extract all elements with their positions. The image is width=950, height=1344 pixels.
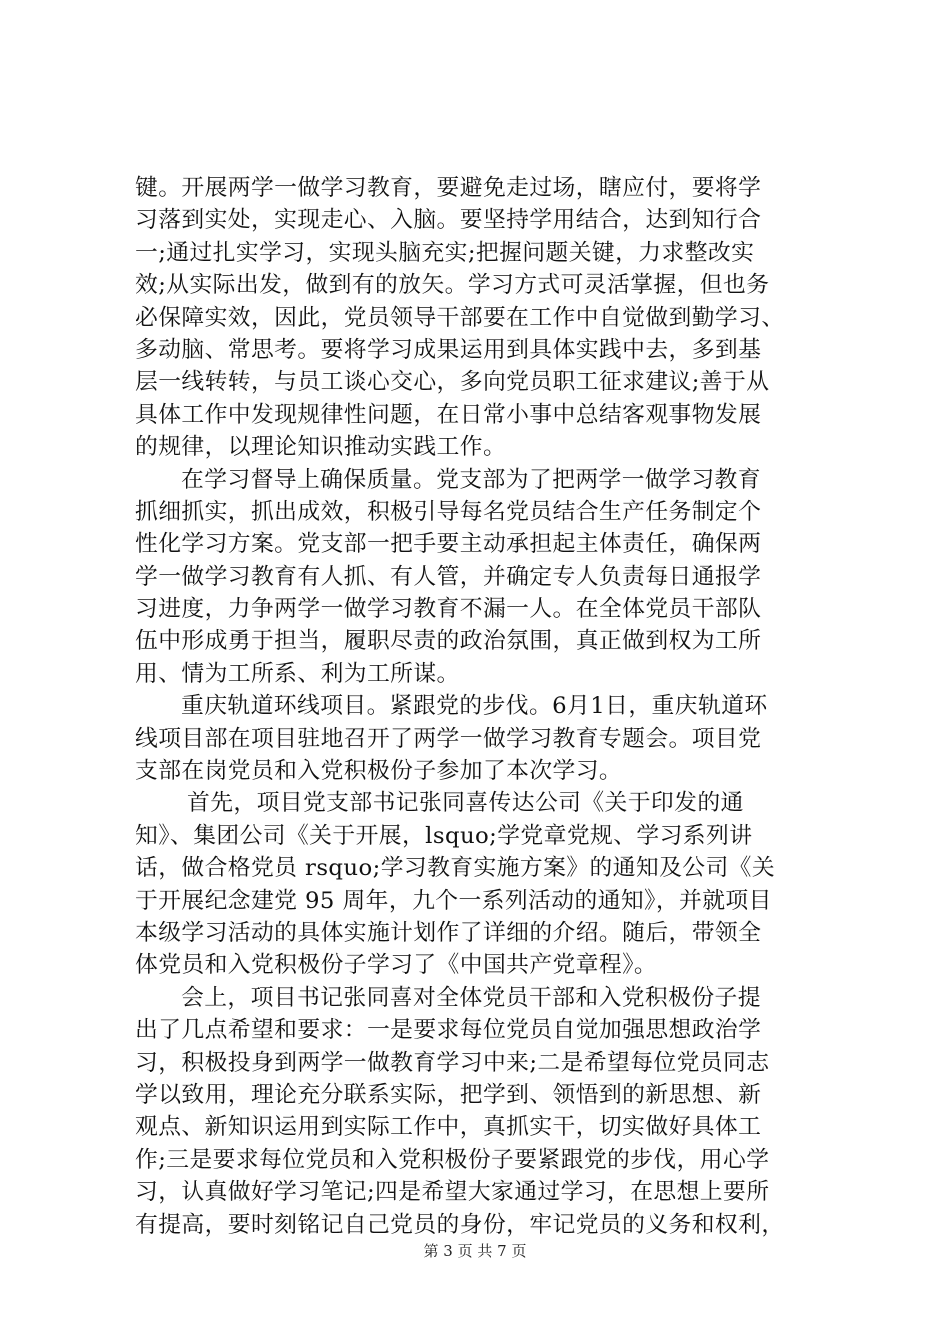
text-line: 线项目部在项目驻地召开了两学一做学习教育专题会。项目党 — [135, 725, 762, 752]
text-line: 会上，项目书记张同喜对全体党员干部和入党积极份子提 — [181, 984, 761, 1011]
text-line: 话，做合格党员 rsquo;学习教育实施方案》的通知及公司《关 — [135, 855, 776, 882]
text-line: 一;通过扎实学习，实现头脑充实;把握问题关键，力求整改实 — [135, 239, 755, 266]
document-body — [135, 172, 825, 1241]
text-line: 抓细抓实，抓出成效，积极引导每名党员结合生产任务制定个 — [135, 498, 762, 525]
text-line: 效;从实际出发，做到有的放矢。学习方式可灵活掌握，但也务 — [135, 272, 770, 299]
text-line: 于开展纪念建党 95 周年，九个一系列活动的通知》，并就项目 — [135, 887, 772, 914]
text-line: 学一做学习教育有人抓、有人管，并确定专人负责每日通报学 — [135, 563, 762, 590]
text-line: 本级学习活动的具体实施计划作了详细的介绍。随后，带领全 — [135, 919, 762, 946]
text-line: 习落到实处，实现走心、入脑。要坚持学用结合，达到知行合 — [135, 207, 762, 234]
text-line: 学以致用，理论充分联系实际，把学到、领悟到的新思想、新 — [135, 1081, 762, 1108]
text-line: 层一线转转，与员工谈心交心，多向党员职工征求建议;善于从 — [135, 369, 770, 396]
text-line: 体党员和入党积极份子学习了《中国共产党章程》。 — [135, 952, 658, 979]
text-line: 作;三是要求每位党员和入党积极份子要紧跟党的步伐，用心学 — [135, 1146, 770, 1173]
text-line: 的规律，以理论知识推动实践工作。 — [135, 434, 507, 461]
text-line: 键。开展两学一做学习教育，要避免走过场，瞎应付，要将学 — [135, 175, 762, 201]
text-line: 知》、集团公司《关于开展，lsquo;学党章党规、学习系列讲 — [135, 822, 753, 849]
text-line: 重庆轨道环线项目。紧跟党的步伐。6月1日，重庆轨道环 — [181, 693, 768, 720]
text-line: 支部在岗党员和入党积极份子参加了本次学习。 — [135, 758, 623, 785]
text-line: 习进度，力争两学一做学习教育不漏一人。在全体党员干部队 — [135, 596, 762, 623]
text-line: 有提高，要时刻铭记自己党员的身份，牢记党员的义务和权利， — [135, 1211, 785, 1238]
text-line: 习，认真做好学习笔记;四是希望大家通过学习，在思想上要所 — [135, 1179, 770, 1206]
text-line: 出了几点希望和要求：一是要求每位党员自觉加强思想政治学 — [135, 1017, 762, 1044]
text-line: 伍中形成勇于担当，履职尽责的政治氛围，真正做到权为工所 — [135, 628, 762, 655]
text-line: 性化学习方案。党支部一把手要主动承担起主体责任，确保两 — [135, 531, 762, 558]
text-line: 具体工作中发现规律性问题，在日常小事中总结客观事物发展 — [135, 401, 762, 428]
text-line: 多动脑、常思考。要将学习成果运用到具体实践中去，多到基 — [135, 336, 762, 363]
page-footer: 第 3 页 共 7 页 — [423, 1242, 527, 1260]
text-line: 首先，项目党支部书记张同喜传达公司《关于印发的通 — [187, 790, 744, 817]
text-line: 习，积极投身到两学一做教育学习中来;二是希望每位党员同志 — [135, 1049, 770, 1076]
text-line: 用、情为工所系、利为工所谋。 — [135, 660, 460, 687]
text-line: 在学习督导上确保质量。党支部为了把两学一做学习教育 — [181, 466, 761, 493]
text-line: 必保障实效，因此，党员领导干部要在工作中自觉做到勤学习、 — [135, 304, 785, 331]
text-line: 观点、新知识运用到实际工作中，真抓实干，切实做好具体工 — [135, 1114, 762, 1141]
